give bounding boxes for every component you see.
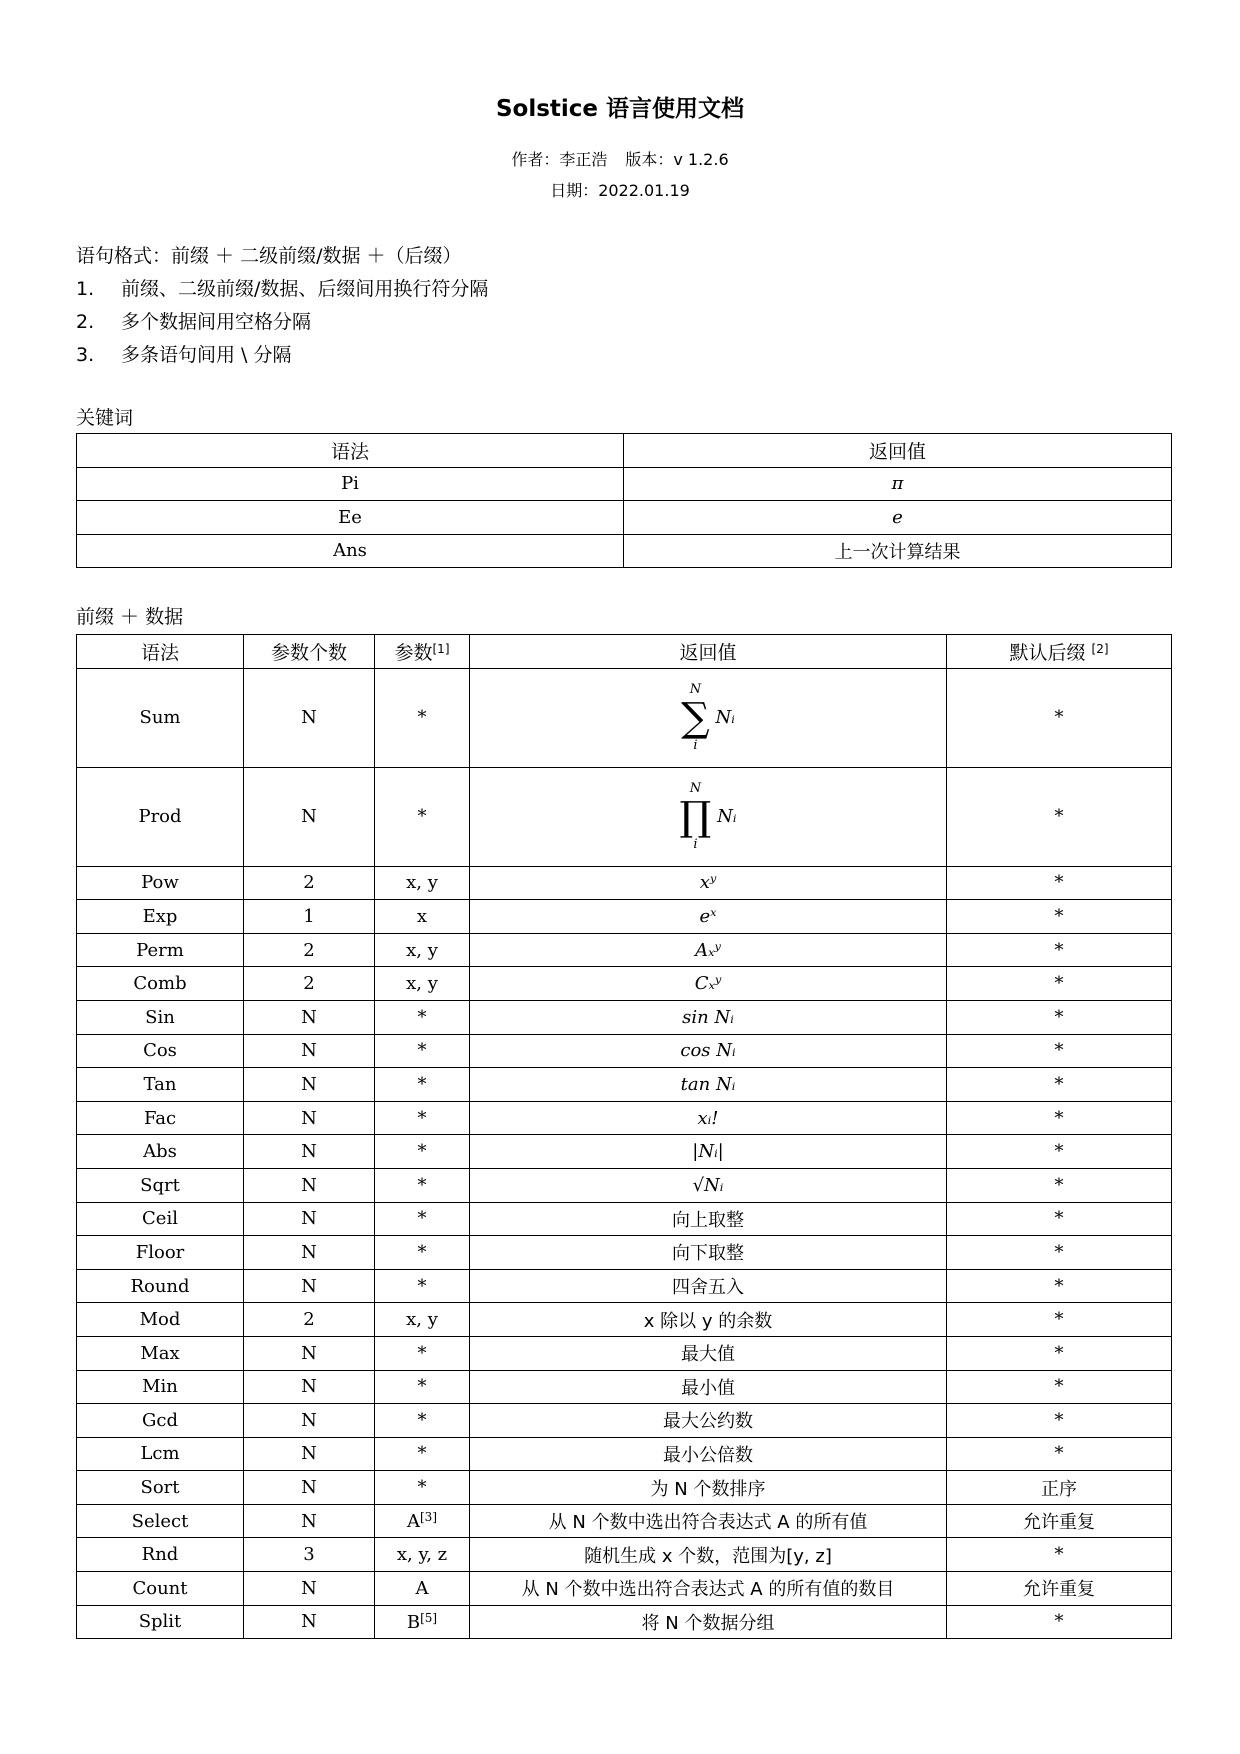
cell-ret: eˣ bbox=[470, 900, 947, 934]
cell-params: x, y bbox=[375, 933, 470, 967]
cell-ret: 最小公倍数 bbox=[470, 1437, 947, 1471]
cell-count: N bbox=[244, 1101, 375, 1135]
cell-suffix: * bbox=[947, 1437, 1172, 1471]
functions-table bbox=[76, 634, 1172, 1639]
cell-count: N bbox=[244, 1068, 375, 1102]
table-row bbox=[77, 866, 1172, 900]
cell-ret: 为 N 个数排序 bbox=[470, 1471, 947, 1505]
rule-format: 语句格式：前缀 ＋ 二级前缀/数据 ＋（后缀） bbox=[76, 245, 462, 267]
header-syntax: 语法 bbox=[77, 434, 624, 468]
cell-params: * bbox=[375, 1135, 470, 1169]
cell-syntax: Perm bbox=[77, 933, 244, 967]
cell-count: N bbox=[244, 1404, 375, 1438]
cell-suffix: * bbox=[947, 1168, 1172, 1202]
sum-formula: N ∑ i Nᵢ bbox=[470, 668, 947, 767]
cell-suffix: * bbox=[947, 866, 1172, 900]
cell-count: N bbox=[244, 1202, 375, 1236]
cell-syntax: Select bbox=[77, 1504, 244, 1538]
footnote-ref: [5] bbox=[420, 1610, 438, 1625]
cell-suffix: * bbox=[947, 1303, 1172, 1337]
cell-ret: 四舍五入 bbox=[470, 1269, 947, 1303]
cell-syntax: Min bbox=[77, 1370, 244, 1404]
cell-syntax: Exp bbox=[77, 900, 244, 934]
rule-item: 2. 多个数据间用空格分隔 bbox=[76, 311, 312, 333]
cell-count: N bbox=[244, 1135, 375, 1169]
cell-count: 3 bbox=[244, 1538, 375, 1572]
cell-params: * bbox=[375, 1202, 470, 1236]
cell-ret: 最小值 bbox=[470, 1370, 947, 1404]
cell-params: x, y, z bbox=[375, 1538, 470, 1572]
cell-ret: 最大公约数 bbox=[470, 1404, 947, 1438]
cell-ret: tan Nᵢ bbox=[470, 1068, 947, 1102]
cell-params: x, y bbox=[375, 967, 470, 1001]
cell-params: x, y bbox=[375, 1303, 470, 1337]
cell-syntax: Floor bbox=[77, 1236, 244, 1270]
table-row bbox=[77, 1605, 1172, 1639]
cell-suffix: * bbox=[947, 1068, 1172, 1102]
cell-ret: 从 N 个数中选出符合表达式 A 的所有值 bbox=[470, 1504, 947, 1538]
cell-count: N bbox=[244, 1572, 375, 1606]
cell-syntax: Tan bbox=[77, 1068, 244, 1102]
cell-count: 2 bbox=[244, 967, 375, 1001]
cell-count: 2 bbox=[244, 1303, 375, 1337]
cell-count: N bbox=[244, 1000, 375, 1034]
cell-suffix: * bbox=[947, 1236, 1172, 1270]
table-row bbox=[77, 1404, 1172, 1438]
cell-params: * bbox=[375, 1404, 470, 1438]
table-row bbox=[77, 1572, 1172, 1606]
cell-ret: 最大值 bbox=[470, 1336, 947, 1370]
header-suffix: 默认后缀 [2] bbox=[947, 635, 1172, 669]
cell-suffix: * bbox=[947, 1202, 1172, 1236]
keywords-label: 关键词 bbox=[76, 407, 134, 429]
table-row bbox=[77, 1538, 1172, 1572]
cell-params: * bbox=[375, 1471, 470, 1505]
table-row: Prod N * N ∏ i Nᵢ * bbox=[77, 767, 1172, 866]
table-row bbox=[77, 967, 1172, 1001]
cell-ret: cos Nᵢ bbox=[470, 1034, 947, 1068]
table-row: Ee e bbox=[77, 501, 1172, 535]
cell-ret: 从 N 个数中选出符合表达式 A 的所有值的数目 bbox=[470, 1572, 947, 1606]
cell-params: * bbox=[375, 1000, 470, 1034]
cell-params: * bbox=[375, 1068, 470, 1102]
table-row bbox=[77, 1202, 1172, 1236]
header-params: 参数[1] bbox=[375, 635, 470, 669]
cell-syntax: Max bbox=[77, 1336, 244, 1370]
keywords-table bbox=[76, 433, 1172, 568]
cell-count: N bbox=[244, 1605, 375, 1639]
cell-syntax: Sqrt bbox=[77, 1168, 244, 1202]
cell-suffix: * bbox=[947, 1404, 1172, 1438]
cell-params: * bbox=[375, 1336, 470, 1370]
table-row bbox=[77, 1034, 1172, 1068]
syntax-rules bbox=[76, 240, 488, 372]
cell-suffix: * bbox=[947, 1269, 1172, 1303]
cell-params: * bbox=[375, 1269, 470, 1303]
table-row: Sum N * N ∑ i Nᵢ * bbox=[77, 668, 1172, 767]
cell-syntax: Cos bbox=[77, 1034, 244, 1068]
cell-params: x, y bbox=[375, 866, 470, 900]
cell-count: N bbox=[244, 1336, 375, 1370]
cell-params: * bbox=[375, 1437, 470, 1471]
table-row bbox=[77, 1068, 1172, 1102]
doc-title: Solstice 语言使用文档 bbox=[495, 96, 745, 122]
cell-ret: 向下取整 bbox=[470, 1236, 947, 1270]
cell-ret: Aₓʸ bbox=[470, 933, 947, 967]
cell-count: 2 bbox=[244, 866, 375, 900]
prod-formula: N ∏ i Nᵢ bbox=[470, 767, 947, 866]
table-row bbox=[77, 1336, 1172, 1370]
cell-count: N bbox=[244, 1504, 375, 1538]
footnote-ref: [2] bbox=[1091, 641, 1109, 656]
table-row bbox=[77, 933, 1172, 967]
cell-syntax: Fac bbox=[77, 1101, 244, 1135]
table-row bbox=[77, 900, 1172, 934]
cell-suffix: * bbox=[947, 1538, 1172, 1572]
table-row bbox=[77, 1269, 1172, 1303]
table-row: Pi π bbox=[77, 467, 1172, 501]
table-row bbox=[77, 1236, 1172, 1270]
cell-count: N bbox=[244, 1437, 375, 1471]
rule-item: 3. 多条语句间用 \ 分隔 bbox=[76, 344, 292, 366]
cell-params: * bbox=[375, 1370, 470, 1404]
cell-ret: xᵢ! bbox=[470, 1101, 947, 1135]
table-row bbox=[77, 1000, 1172, 1034]
cell-syntax: Ceil bbox=[77, 1202, 244, 1236]
header-return: 返回值 bbox=[470, 635, 947, 669]
doc-date: 日期：2022.01.19 bbox=[550, 181, 690, 200]
cell-suffix: * bbox=[947, 900, 1172, 934]
cell-syntax: Gcd bbox=[77, 1404, 244, 1438]
cell-params: A bbox=[375, 1572, 470, 1606]
cell-suffix: 允许重复 bbox=[947, 1572, 1172, 1606]
cell-ret: x 除以 y 的余数 bbox=[470, 1303, 947, 1337]
cell-ret: 将 N 个数据分组 bbox=[470, 1605, 947, 1639]
table-row: Ans 上一次计算结果 bbox=[77, 534, 1172, 568]
cell-syntax: Pow bbox=[77, 866, 244, 900]
cell-ret: √Nᵢ bbox=[470, 1168, 947, 1202]
table-row bbox=[77, 1437, 1172, 1471]
cell-syntax: Count bbox=[77, 1572, 244, 1606]
table-row bbox=[77, 1101, 1172, 1135]
footnote-ref: [3] bbox=[420, 1510, 437, 1525]
cell-count: N bbox=[244, 1236, 375, 1270]
cell-suffix: 正序 bbox=[947, 1471, 1172, 1505]
header-count: 参数个数 bbox=[244, 635, 375, 669]
cell-params: x bbox=[375, 900, 470, 934]
cell-params: * bbox=[375, 1236, 470, 1270]
cell-suffix: * bbox=[947, 967, 1172, 1001]
cell-count: N bbox=[244, 1370, 375, 1404]
cell-count: 2 bbox=[244, 933, 375, 967]
cell-syntax: Round bbox=[77, 1269, 244, 1303]
cell-suffix: * bbox=[947, 1135, 1172, 1169]
table-row bbox=[77, 1168, 1172, 1202]
cell-count: N bbox=[244, 1168, 375, 1202]
doc-author: 作者：李正浩 bbox=[511, 150, 608, 169]
table-row bbox=[77, 1504, 1172, 1538]
cell-count: 1 bbox=[244, 900, 375, 934]
cell-params: * bbox=[375, 1101, 470, 1135]
cell-ret: xʸ bbox=[470, 866, 947, 900]
cell-syntax: Abs bbox=[77, 1135, 244, 1169]
table-row bbox=[77, 1370, 1172, 1404]
cell-suffix: * bbox=[947, 1000, 1172, 1034]
cell-syntax: Lcm bbox=[77, 1437, 244, 1471]
cell-suffix: 允许重复 bbox=[947, 1504, 1172, 1538]
cell-suffix: * bbox=[947, 1605, 1172, 1639]
cell-ret: 向上取整 bbox=[470, 1202, 947, 1236]
cell-ret: Cₓʸ bbox=[470, 967, 947, 1001]
cell-params: A[3] bbox=[375, 1504, 470, 1538]
table-row bbox=[77, 1471, 1172, 1505]
cell-suffix: * bbox=[947, 1336, 1172, 1370]
table-row bbox=[77, 1135, 1172, 1169]
header-syntax: 语法 bbox=[77, 635, 244, 669]
cell-syntax: Sin bbox=[77, 1000, 244, 1034]
cell-syntax: Mod bbox=[77, 1303, 244, 1337]
doc-meta-line bbox=[0, 147, 1240, 170]
table-header-row bbox=[77, 434, 1172, 468]
cell-params: * bbox=[375, 1034, 470, 1068]
cell-suffix: * bbox=[947, 1101, 1172, 1135]
cell-suffix: * bbox=[947, 1370, 1172, 1404]
footnote-ref: [1] bbox=[432, 641, 450, 656]
doc-version: 版本：v 1.2.6 bbox=[625, 150, 729, 169]
header-return: 返回值 bbox=[624, 434, 1172, 468]
cell-count: N bbox=[244, 1034, 375, 1068]
cell-suffix: * bbox=[947, 933, 1172, 967]
table-header-row bbox=[77, 635, 1172, 669]
functions-label: 前缀 ＋ 数据 bbox=[76, 606, 184, 628]
cell-ret: |Nᵢ| bbox=[470, 1135, 947, 1169]
cell-syntax: Split bbox=[77, 1605, 244, 1639]
cell-params: * bbox=[375, 1168, 470, 1202]
cell-count: N bbox=[244, 1269, 375, 1303]
cell-ret: 随机生成 x 个数，范围为[y, z] bbox=[470, 1538, 947, 1572]
rule-item: 1. 前缀、二级前缀/数据、后缀间用换行符分隔 bbox=[76, 278, 489, 300]
cell-syntax: Sort bbox=[77, 1471, 244, 1505]
cell-suffix: * bbox=[947, 1034, 1172, 1068]
cell-syntax: Rnd bbox=[77, 1538, 244, 1572]
cell-count: N bbox=[244, 1471, 375, 1505]
cell-ret: sin Nᵢ bbox=[470, 1000, 947, 1034]
cell-syntax: Comb bbox=[77, 967, 244, 1001]
table-row bbox=[77, 1303, 1172, 1337]
cell-params: B[5] bbox=[375, 1605, 470, 1639]
